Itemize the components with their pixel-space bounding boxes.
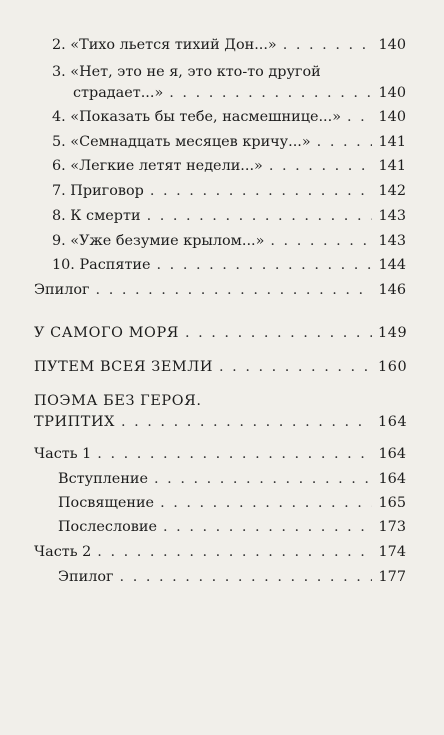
dot-leader <box>169 84 372 102</box>
toc-entry-epilog <box>34 281 406 299</box>
dot-leader <box>283 36 372 54</box>
toc-entry-2 <box>52 36 406 54</box>
dot-leader <box>269 157 372 175</box>
dot-leader <box>160 494 372 512</box>
dot-leader <box>120 568 372 586</box>
toc-entry-title: 7. Приговор <box>52 183 144 199</box>
dot-leader <box>163 518 372 536</box>
toc-entry-page: 177 <box>378 569 406 585</box>
dot-leader <box>317 133 372 151</box>
toc-entry-title: 5. «Семнадцать месяцев кричу...» <box>52 134 311 150</box>
toc-entry-epilog-2 <box>58 568 406 586</box>
toc-entry-page: 160 <box>378 359 408 375</box>
toc-entry-page: 141 <box>378 158 406 174</box>
toc-entry-page: 141 <box>378 134 406 150</box>
dot-leader <box>147 207 372 225</box>
toc-entry-title: 2. «Тихо льется тихий Дон...» <box>52 37 277 53</box>
toc-entry-page: 173 <box>378 519 406 535</box>
toc-entry-title: Часть 2 <box>34 544 92 560</box>
toc-entry-title: 8. К смерти <box>52 208 141 224</box>
toc-entry-title: 4. «Показать бы тебе, насмешнице...» <box>52 109 341 125</box>
toc-entry-title: страдает...» <box>73 85 164 101</box>
toc-entry-3-line2 <box>73 84 406 102</box>
toc-entry-5 <box>52 133 406 151</box>
toc-entry-title: ПОЭМА БЕЗ ГЕРОЯ. <box>34 393 202 409</box>
dot-leader <box>154 470 372 488</box>
toc-entry-page: 143 <box>378 208 406 224</box>
toc-entry-title: 6. «Легкие летят недели...» <box>52 158 263 174</box>
toc-entry-title: Послесловие <box>58 519 158 535</box>
toc-entry-page: 164 <box>378 414 408 430</box>
toc-entry-title: ПУТЕМ ВСЕЯ ЗЕМЛИ <box>34 359 214 375</box>
dot-leader <box>97 445 372 463</box>
toc-entry-8 <box>52 207 406 225</box>
toc-entry-3-line1 <box>52 63 406 81</box>
toc-entry-poema-line1 <box>34 392 406 410</box>
toc-entry-title: Часть 1 <box>34 446 92 462</box>
toc-entry-7 <box>52 182 406 200</box>
dot-leader <box>97 543 372 561</box>
toc-entry-4 <box>52 108 406 126</box>
toc-entry-10 <box>52 256 406 274</box>
toc-entry-page: 142 <box>378 183 406 199</box>
toc-entry-part-2 <box>34 543 406 561</box>
dot-leader <box>347 108 372 126</box>
toc-entry-page: 164 <box>378 471 406 487</box>
toc-entry-page: 149 <box>378 325 408 341</box>
toc-entry-page: 165 <box>378 495 406 511</box>
toc-entry-page: 164 <box>378 446 406 462</box>
toc-entry-part-1 <box>34 445 406 463</box>
dot-leader <box>185 324 372 342</box>
toc-entry-title: 10. Распятие <box>52 257 151 273</box>
dot-leader <box>121 413 372 431</box>
dot-leader <box>219 358 372 376</box>
toc-entry-title: Вступление <box>58 471 149 487</box>
toc-entry-page: 146 <box>378 282 406 298</box>
toc-entry-putem-vseya-zemli <box>34 358 406 376</box>
dot-leader <box>96 281 372 299</box>
toc-entry-6 <box>52 157 406 175</box>
toc-entry-posvyashchenie <box>58 494 406 512</box>
toc-entry-title: У САМОГО МОРЯ <box>34 325 179 341</box>
toc-entry-page: 144 <box>378 257 406 273</box>
dot-leader <box>150 182 372 200</box>
toc-entry-title: 9. «Уже безумие крылом...» <box>52 233 265 249</box>
dot-leader <box>270 232 372 250</box>
toc-entry-u-samogo-morya <box>34 324 406 342</box>
toc-entry-title: Эпилог <box>58 569 114 585</box>
toc-entry-page: 140 <box>378 109 406 125</box>
toc-entry-page: 174 <box>378 544 406 560</box>
toc-entry-poema-line2 <box>34 413 406 431</box>
toc-entry-title: Эпилог <box>34 282 90 298</box>
toc-entry-title: Посвящение <box>58 495 155 511</box>
toc-entry-page: 140 <box>378 85 406 101</box>
dot-leader <box>157 256 372 274</box>
toc-entry-page: 140 <box>378 37 406 53</box>
toc-entry-title: ТРИПТИХ <box>34 414 115 430</box>
toc-entry-page: 143 <box>378 233 406 249</box>
toc-entry-title: 3. «Нет, это не я, это кто-то другой <box>52 64 321 80</box>
toc-entry-9 <box>52 232 406 250</box>
toc-entry-vstuplenie <box>58 470 406 488</box>
toc-entry-posleslovie <box>58 518 406 536</box>
